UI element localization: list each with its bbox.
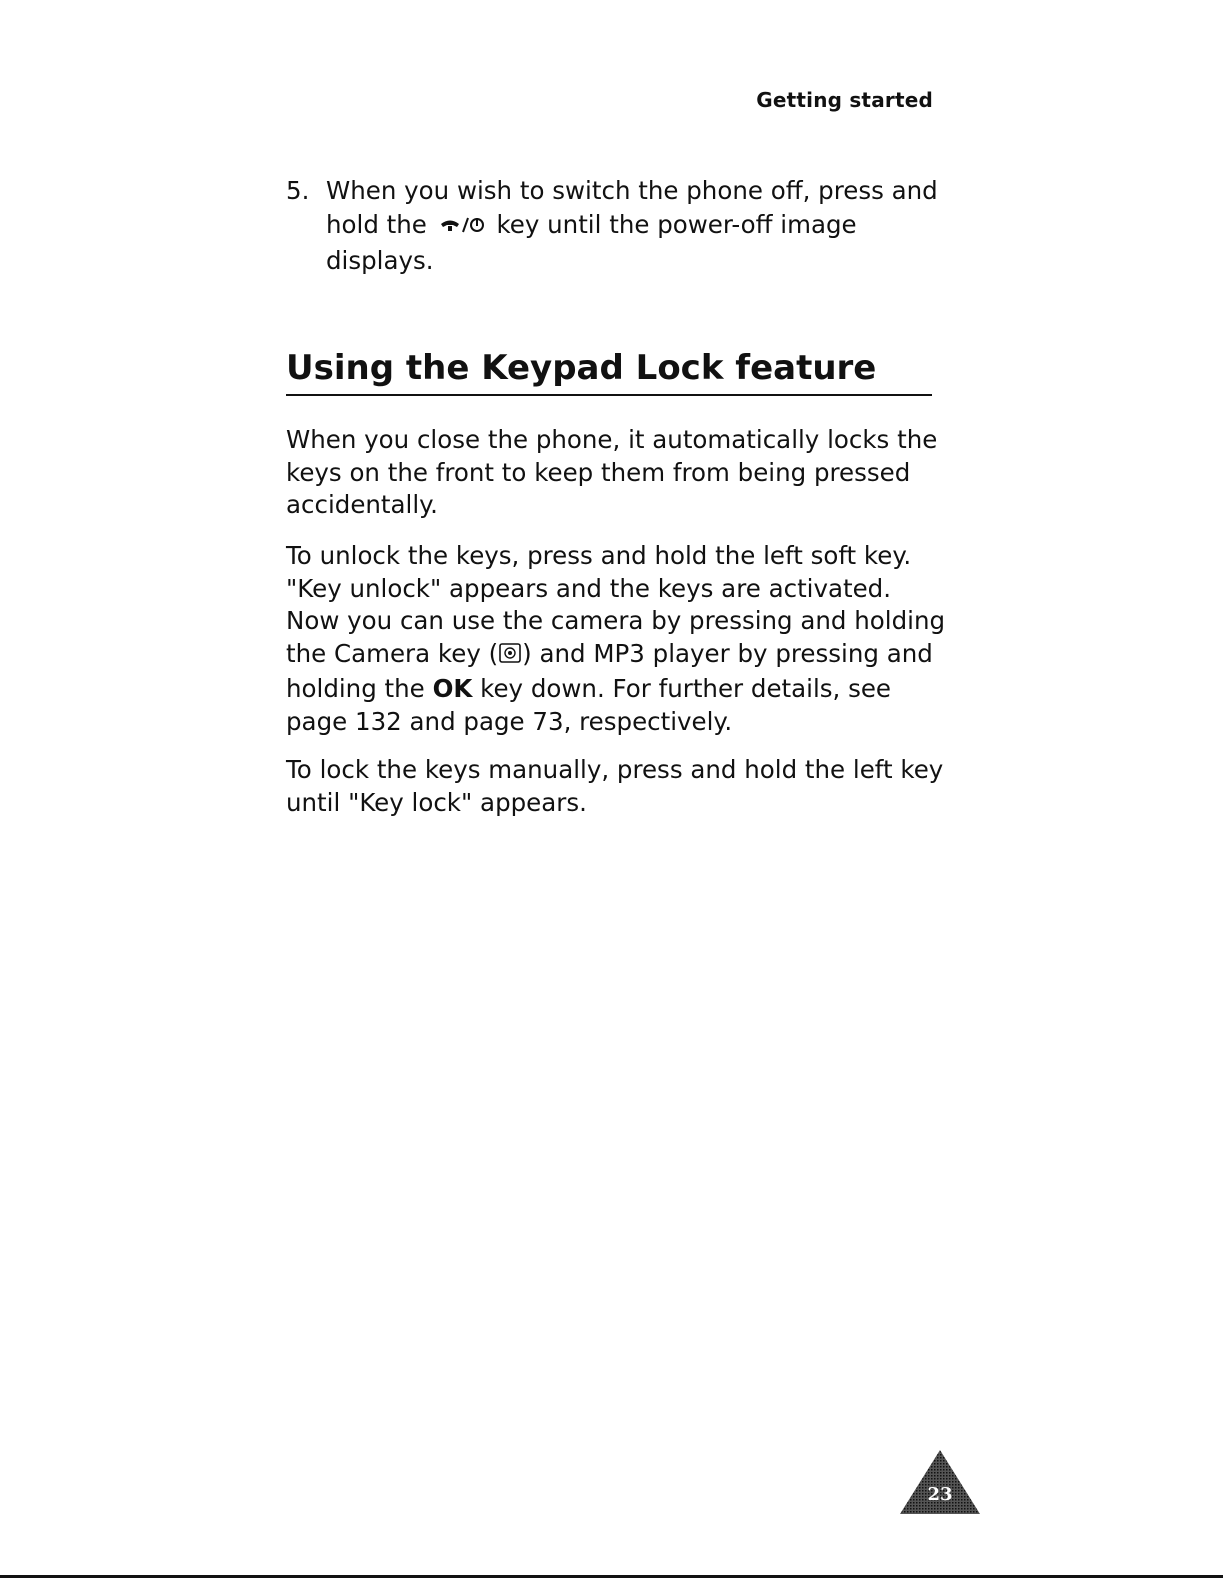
camera-key-icon xyxy=(498,641,522,674)
paragraph-auto-lock: When you close the phone, it automatically locks the keys on the front to keep them from being pressed accidentally. xyxy=(286,425,938,519)
step-text-start: When you wish to switch the phone off, press and hold the xyxy=(326,176,938,239)
unlock-text-part2: ) and MP3 player by pressing and holding the xyxy=(286,638,933,703)
step-text-end: key until the power-off image displays. xyxy=(326,210,857,275)
unlock-text-part1: To unlock the keys, press and hold the left soft key. "Key unlock" appears and the keys are activated. Now you can use the camera by pressing and holding the Camera key ( xyxy=(286,541,946,668)
paragraph-unlock xyxy=(286,540,946,738)
running-header: Getting started xyxy=(756,88,933,112)
end-power-key-icon xyxy=(439,210,485,244)
paragraph-manual-lock: To lock the keys manually, press and hold the left key until "Key lock" appears. xyxy=(286,755,944,817)
ok-key-label: OK xyxy=(432,674,473,703)
page-number-badge xyxy=(898,1448,982,1516)
page-number: 23 xyxy=(927,1484,953,1505)
step-number: 5. xyxy=(286,176,310,205)
section-title: Using the Keypad Lock feature xyxy=(286,348,932,396)
step-item xyxy=(286,174,946,278)
unlock-text-part3: key down. For further details, see page 132 and page 73, respectively. xyxy=(286,674,892,736)
bottom-rule xyxy=(0,1575,1223,1578)
